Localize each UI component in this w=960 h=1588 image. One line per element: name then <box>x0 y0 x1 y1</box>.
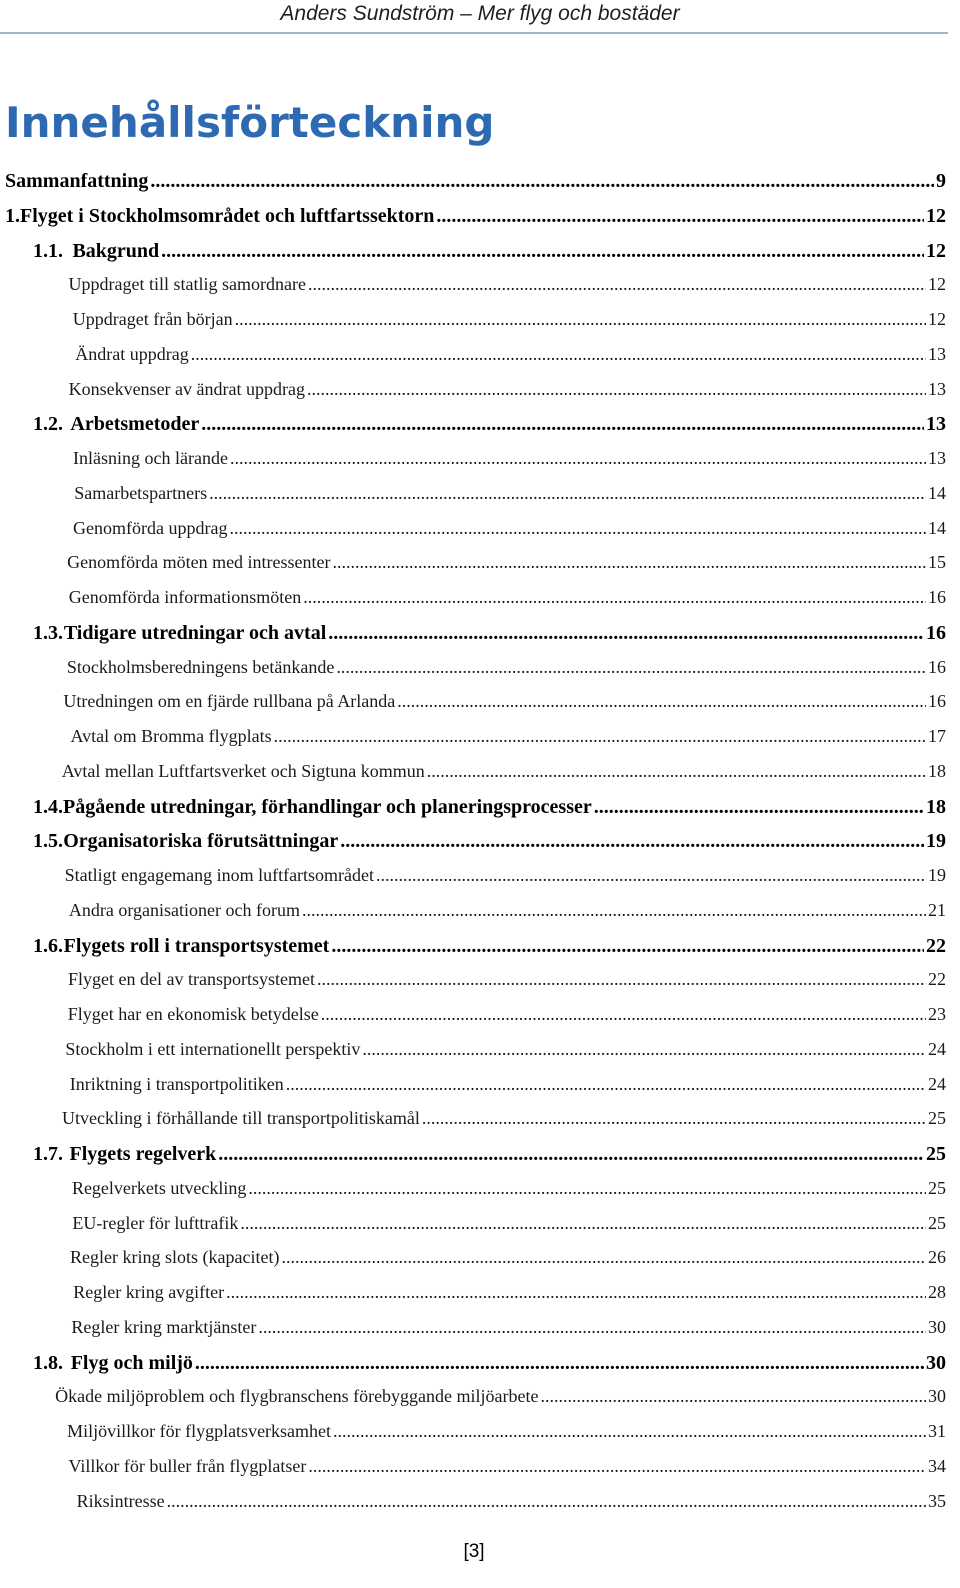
toc-entry-page: 22 <box>928 969 946 990</box>
toc-entry[interactable] <box>33 1247 946 1268</box>
toc-entry-page: 12 <box>928 309 946 329</box>
toc-entry-page: 26 <box>928 1247 946 1268</box>
toc-entry[interactable] <box>33 379 946 400</box>
toc-entry-label: Sammanfattning <box>5 170 149 192</box>
toc-entry-label: Villkor för buller från flygplatser <box>68 1455 307 1476</box>
toc-entry-page: 21 <box>928 899 946 920</box>
toc-entry-label: Uppdraget från början <box>72 309 233 329</box>
toc-entry-page: 19 <box>928 865 946 885</box>
toc-entry-page: 19 <box>926 830 946 853</box>
dot-leader <box>336 657 926 678</box>
dot-leader <box>436 205 924 228</box>
toc-entry-number: 1.5. <box>33 830 63 853</box>
toc-entry[interactable] <box>33 1039 946 1060</box>
toc-entry-label: Andra organisationer och forum <box>68 899 300 920</box>
toc-entry[interactable] <box>33 865 946 886</box>
toc-entry-page: 30 <box>926 1351 946 1374</box>
dot-leader <box>422 1108 926 1129</box>
toc-entry-label: Flygets regelverk <box>69 1143 217 1165</box>
toc-entry[interactable] <box>33 1108 946 1129</box>
toc-entry[interactable] <box>33 900 946 921</box>
toc-entry[interactable] <box>33 622 946 645</box>
toc-entry-page: 13 <box>928 448 946 468</box>
toc-entry-page: 13 <box>928 378 946 399</box>
toc-entry[interactable] <box>33 935 946 958</box>
dot-leader <box>201 413 924 436</box>
dot-leader <box>230 448 926 469</box>
toc-entry-page: 9 <box>936 170 946 192</box>
toc-entry-label: Regler kring avgifter <box>73 1282 225 1302</box>
running-header: Anders Sundström – Mer flyg och bostäder <box>280 2 680 25</box>
toc-entry[interactable] <box>33 726 946 747</box>
toc-entry-label: Inläsning och lärande <box>73 448 228 468</box>
dot-leader <box>307 379 926 400</box>
dot-leader <box>258 1317 926 1338</box>
toc-entry[interactable] <box>33 1213 946 1234</box>
toc-entry[interactable] <box>33 796 946 819</box>
toc-entry-page: 25 <box>926 1143 946 1165</box>
toc-entry-number: 1.7. <box>33 1143 63 1165</box>
toc-entry-label: Utredningen om en fjärde rullbana på Arlanda <box>63 691 396 712</box>
toc-entry-label: Regler kring slots (kapacitet) <box>70 1247 280 1268</box>
toc-entry-page: 17 <box>928 726 946 746</box>
toc-entry[interactable] <box>33 761 946 782</box>
dot-leader <box>321 1004 926 1025</box>
toc-entry-page: 13 <box>926 413 946 436</box>
dot-leader <box>286 1074 926 1095</box>
toc-entry-page: 24 <box>928 1038 946 1059</box>
toc-entry-page: 12 <box>926 239 946 262</box>
toc-entry-label: Flygets roll i transportsystemet <box>63 934 330 957</box>
toc-entry-page: 24 <box>928 1073 946 1094</box>
toc-entry-page: 30 <box>928 1386 946 1407</box>
toc-entry-page: 25 <box>928 1177 946 1198</box>
toc-entry-page: 23 <box>928 1004 946 1024</box>
toc-entry[interactable] <box>33 657 946 678</box>
toc-entry-label: Genomförda informationsmöten <box>68 587 302 607</box>
toc-entry[interactable] <box>33 552 946 573</box>
toc-entry[interactable] <box>33 483 946 504</box>
toc-entry-page: 14 <box>928 482 946 503</box>
dot-leader <box>328 622 924 645</box>
toc-entry-label: Ökade miljöproblem och flygbranschens förebyggande miljöarbete <box>55 1386 539 1407</box>
toc-entry-page: 18 <box>926 795 946 818</box>
dot-leader <box>195 1352 924 1375</box>
toc-entry-number: 1.6. <box>33 934 63 957</box>
toc-entry[interactable] <box>33 518 946 539</box>
toc-entry-page: 35 <box>928 1490 946 1511</box>
toc-entry-page: 28 <box>928 1282 946 1302</box>
toc-entry-label: Stockholmsberedningens betänkande <box>66 656 335 677</box>
toc-entry-page: 16 <box>928 587 946 607</box>
toc-entry-page: 18 <box>928 760 946 781</box>
dot-leader <box>397 691 926 712</box>
toc-entry[interactable] <box>33 274 946 295</box>
toc-entry-label: Tidigare utredningar och avtal <box>63 621 327 644</box>
dot-leader <box>317 969 926 990</box>
toc-entry-page: 12 <box>926 204 946 227</box>
toc-entry[interactable] <box>33 969 946 990</box>
dot-leader <box>274 726 926 747</box>
dot-leader <box>541 1386 926 1407</box>
toc-entry[interactable] <box>5 170 946 193</box>
toc-entry[interactable] <box>33 1282 946 1303</box>
toc-entry-label: EU-regler för lufttrafik <box>72 1212 239 1233</box>
toc-entry-label: Stockholm i ett internationellt perspektiv <box>65 1038 361 1059</box>
toc-entry-page: 16 <box>928 691 946 712</box>
dot-leader <box>161 240 924 263</box>
toc-entry-page: 14 <box>928 517 946 538</box>
toc-entry-page: 34 <box>928 1455 946 1476</box>
toc-entry[interactable] <box>33 691 946 712</box>
toc-entry[interactable] <box>33 1352 946 1375</box>
toc-entry-page: 16 <box>928 656 946 677</box>
dot-leader <box>594 796 924 819</box>
toc-entry-page: 31 <box>928 1421 946 1441</box>
toc-entry[interactable] <box>33 413 946 436</box>
dot-leader <box>302 900 926 921</box>
toc-entry-label: Ändrat uppdrag <box>75 343 189 364</box>
toc-entry-label: Organisatoriska förutsättningar <box>63 830 339 853</box>
toc-entry[interactable] <box>5 205 946 228</box>
toc-entry-label: Uppdraget till statlig samordnare <box>68 274 306 295</box>
toc-title: Innehållsförteckning <box>5 98 495 147</box>
dot-leader <box>331 935 924 958</box>
toc-entry-page: 25 <box>928 1108 946 1129</box>
toc-entry-number: 1.1. <box>33 239 63 262</box>
toc-entry-label: Statligt engagemang inom luftfartsområdet <box>64 865 375 885</box>
toc-entry[interactable] <box>33 309 946 330</box>
toc-entry[interactable] <box>33 448 946 469</box>
page-number: [3] <box>463 1541 485 1562</box>
dot-leader <box>229 518 926 539</box>
toc-entry[interactable] <box>33 344 946 365</box>
toc-entry-label: Flyget i Stockholmsområdet och luftfartssektorn <box>20 204 435 227</box>
toc-entry[interactable] <box>33 1178 946 1199</box>
toc-entry-page: 12 <box>928 274 946 295</box>
toc-entry-label: Miljövillkor för flygplatsverksamhet <box>67 1421 332 1441</box>
toc-entry[interactable] <box>33 1004 946 1025</box>
toc-entry-label: Genomförda möten med intressenter <box>67 552 331 573</box>
toc-entry[interactable] <box>33 1421 946 1442</box>
dot-leader <box>167 1491 926 1512</box>
toc-entry-number: 1.3. <box>33 621 63 644</box>
dot-leader <box>240 1213 926 1234</box>
toc-entry-label: Samarbetspartners <box>74 482 208 503</box>
toc-entry[interactable] <box>33 1074 946 1095</box>
dot-leader <box>191 344 926 365</box>
toc-entry-label: Regelverkets utveckling <box>71 1177 247 1198</box>
toc-entry-number: 1.8. <box>33 1351 63 1374</box>
toc-entry-number: 1.2. <box>33 413 63 436</box>
dot-leader <box>340 830 924 853</box>
dot-leader <box>376 865 926 886</box>
toc-entry-label: Arbetsmetoder <box>70 413 200 436</box>
toc-entry[interactable] <box>33 1456 946 1477</box>
dot-leader <box>308 274 926 295</box>
toc-entry-page: 25 <box>928 1212 946 1233</box>
dot-leader <box>308 1456 926 1477</box>
toc-entry[interactable] <box>33 1491 946 1512</box>
toc-entry-label: Genomförda uppdrag <box>73 517 228 538</box>
dot-leader <box>427 761 926 782</box>
toc-entry-label: Inriktning i transportpolitiken <box>69 1073 284 1094</box>
toc-entry-label: Flyget har en ekonomisk betydelse <box>67 1004 319 1024</box>
toc-entry-page: 16 <box>926 621 946 644</box>
dot-leader <box>235 309 926 330</box>
dot-leader <box>248 1178 926 1199</box>
dot-leader <box>281 1247 926 1268</box>
dot-leader <box>303 587 926 608</box>
toc-entry-label: Flyg och miljö <box>70 1351 193 1374</box>
dot-leader <box>209 483 926 504</box>
toc-entry[interactable] <box>33 830 946 853</box>
dot-leader <box>150 170 934 193</box>
dot-leader <box>218 1143 924 1166</box>
dot-leader <box>333 1421 926 1442</box>
toc-entry-page: 22 <box>926 934 946 957</box>
toc-entry-page: 30 <box>928 1316 946 1337</box>
toc-entry-label: Flyget en del av transportsystemet <box>68 969 315 990</box>
toc-entry-number: 1. <box>5 204 20 227</box>
dot-leader <box>226 1282 926 1303</box>
toc-entry-label: Pågående utredningar, förhandlingar och planeringsprocesser <box>63 795 592 818</box>
toc-entry-label: Utveckling i förhållande till transportpolitiskamål <box>61 1108 420 1129</box>
toc-entry-label: Riksintresse <box>76 1490 165 1511</box>
toc-entry-label: Konsekvenser av ändrat uppdrag <box>68 378 305 399</box>
header-rule <box>0 32 948 34</box>
toc-entry[interactable] <box>33 1317 946 1338</box>
toc-entry-label: Bakgrund <box>72 239 160 262</box>
toc-entry[interactable] <box>33 1386 946 1407</box>
toc-entry-label: Avtal mellan Luftfartsverket och Sigtuna kommun <box>61 760 425 781</box>
toc-entry-number: 1.4. <box>33 795 63 818</box>
toc-entry-page: 13 <box>928 343 946 364</box>
toc-entry[interactable] <box>33 240 946 263</box>
dot-leader <box>333 552 926 573</box>
toc-entry[interactable] <box>33 587 946 608</box>
toc-entry-label: Regler kring marktjänster <box>71 1316 257 1337</box>
toc-entry[interactable] <box>33 1143 946 1166</box>
toc-entry-label: Avtal om Bromma flygplats <box>70 726 272 746</box>
dot-leader <box>362 1039 926 1060</box>
toc-entry-page: 15 <box>928 552 946 573</box>
